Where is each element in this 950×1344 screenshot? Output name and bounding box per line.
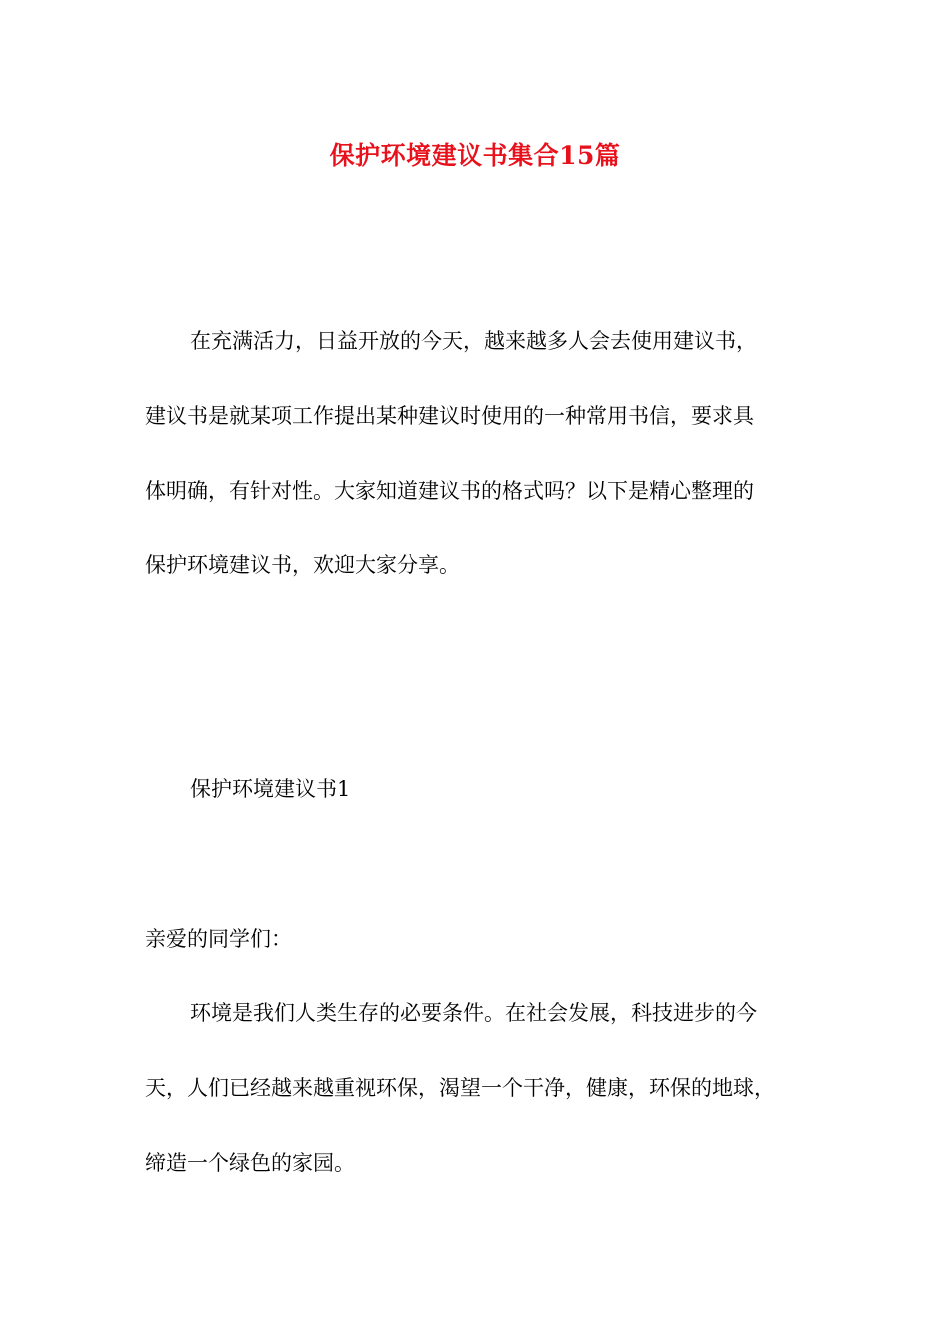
body-line-1: 环境是我们人类生存的必要条件。在社会发展，科技进步的今 bbox=[190, 1001, 757, 1025]
body-line-2: 天，人们已经越来越重视环保，渴望一个干净，健康，环保的地球， bbox=[145, 1076, 775, 1100]
section-heading: 保护环境建议书1 bbox=[190, 777, 351, 801]
intro-line-1: 在充满活力，日益开放的今天，越来越多人会去使用建议书， bbox=[190, 329, 757, 353]
document-title: 保护环境建议书集合15篇 bbox=[329, 141, 621, 170]
salutation: 亲爱的同学们： bbox=[145, 927, 292, 951]
intro-line-4: 保护环境建议书，欢迎大家分享。 bbox=[145, 553, 460, 577]
body-line-3: 缔造一个绿色的家园。 bbox=[145, 1151, 355, 1175]
intro-line-2: 建议书是就某项工作提出某种建议时使用的一种常用书信，要求具 bbox=[145, 404, 754, 428]
intro-line-3: 体明确，有针对性。大家知道建议书的格式吗？以下是精心整理的 bbox=[145, 479, 754, 503]
